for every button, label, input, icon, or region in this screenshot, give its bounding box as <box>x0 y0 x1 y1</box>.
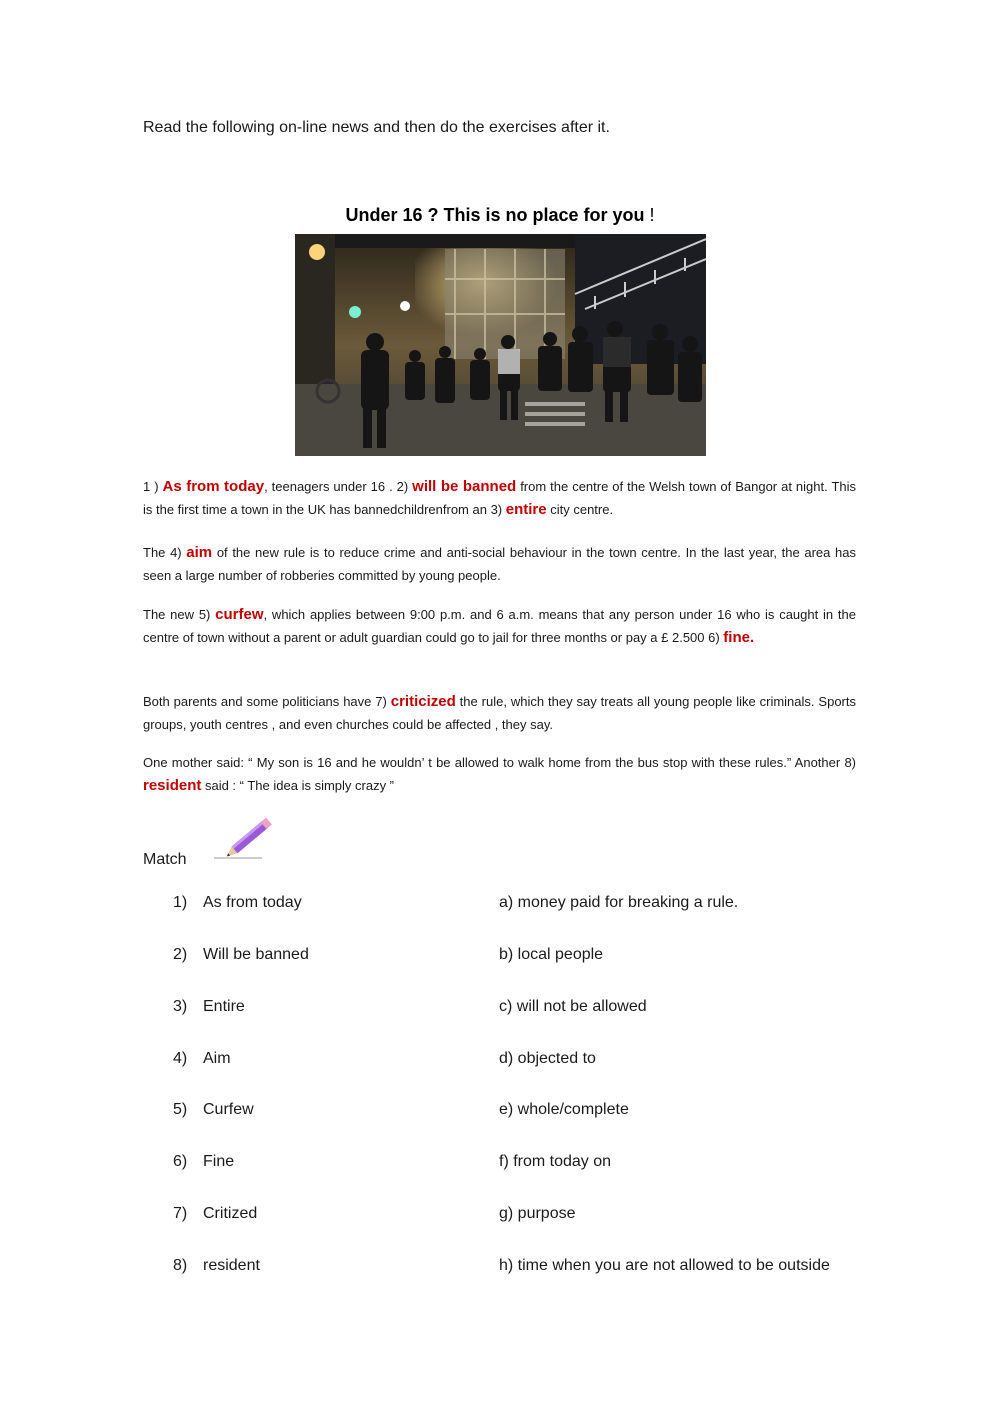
list-item <box>0 1205 1000 1229</box>
list-item <box>0 946 1000 970</box>
item-term: resident <box>203 1257 260 1274</box>
paragraph-4: Both parents and some politicians have 7) criticized the rule, which they say treats all young people like criminals. Sports groups, youth centres , and even churches could be affected , they say. <box>143 693 856 732</box>
item-definition: a) money paid for breaking a rule. <box>499 894 739 911</box>
keyword-entire: entire <box>505 501 547 518</box>
item-number: 8) <box>173 1257 188 1274</box>
match-title: Match <box>143 851 187 868</box>
item-definition: f) from today on <box>499 1153 612 1170</box>
keyword-criticized: criticized <box>390 693 456 710</box>
item-number: 3) <box>173 998 188 1015</box>
item-definition: d) objected to <box>499 1050 596 1067</box>
item-definition: b) local people <box>499 946 604 963</box>
intro-text: Read the following on-line news and then do the exercises after it. <box>143 119 610 136</box>
item-number: 7) <box>173 1205 188 1222</box>
item-definition: e) whole/complete <box>499 1101 629 1118</box>
item-number: 6) <box>173 1153 188 1170</box>
item-definition: g) purpose <box>499 1205 576 1222</box>
item-term: Critized <box>203 1205 258 1222</box>
keyword-fine: fine. <box>723 629 755 646</box>
street-crowd-photo <box>295 234 706 456</box>
list-item <box>0 1101 1000 1125</box>
keyword-will-be-banned: will be banned <box>412 478 517 495</box>
item-term: Entire <box>203 998 245 1015</box>
pencil-icon <box>212 818 276 864</box>
item-term: Will be banned <box>203 946 309 963</box>
item-term: Curfew <box>203 1101 254 1118</box>
list-item <box>0 1153 1000 1177</box>
item-term: Fine <box>203 1153 235 1170</box>
paragraph-2: The 4) aim of the new rule is to reduce crime and anti-social behaviour in the town centre. In the last year, the area has seen a large number of robberies committed by young people. <box>143 544 856 583</box>
headline-text: Under 16 ? This is no place for you <box>345 205 645 225</box>
keyword-as-from-today: As from today <box>162 478 265 495</box>
list-item <box>0 1050 1000 1074</box>
paragraph-1: 1 ) As from today, teenagers under 16 . 2) will be banned from the centre of the Welsh town of Bangor at night. This is the first time a town in the UK has bannedchildrenfrom an 3) entire city centre. <box>143 478 856 518</box>
headline-exclamation: ! <box>649 205 655 225</box>
item-definition: h) time when you are not allowed to be outside <box>499 1257 830 1274</box>
item-number: 2) <box>173 946 188 963</box>
keyword-resident: resident <box>143 777 202 794</box>
keyword-curfew: curfew <box>215 606 264 623</box>
article-headline <box>0 205 1000 226</box>
list-item <box>0 894 1000 918</box>
item-term: As from today <box>203 894 302 911</box>
item-term: Aim <box>203 1050 231 1067</box>
item-definition: c) will not be allowed <box>499 998 647 1015</box>
list-item <box>0 1257 1000 1281</box>
paragraph-3: The new 5) curfew, which applies between 9:00 p.m. and 6 a.m. means that any person under 16 who is caught in the centre of town without a parent or adult guardian could go to jail for three months or pay a £ 2.500 6) fine. <box>143 606 856 646</box>
item-number: 4) <box>173 1050 188 1067</box>
keyword-aim: aim <box>186 544 213 561</box>
item-number: 5) <box>173 1101 188 1118</box>
list-item <box>0 998 1000 1022</box>
paragraph-5: One mother said: “ My son is 16 and he wouldn’ t be allowed to walk home from the bus stop with these rules.” Another 8) resident said : “ The idea is simply crazy ” <box>143 755 856 794</box>
item-number: 1) <box>173 894 188 911</box>
